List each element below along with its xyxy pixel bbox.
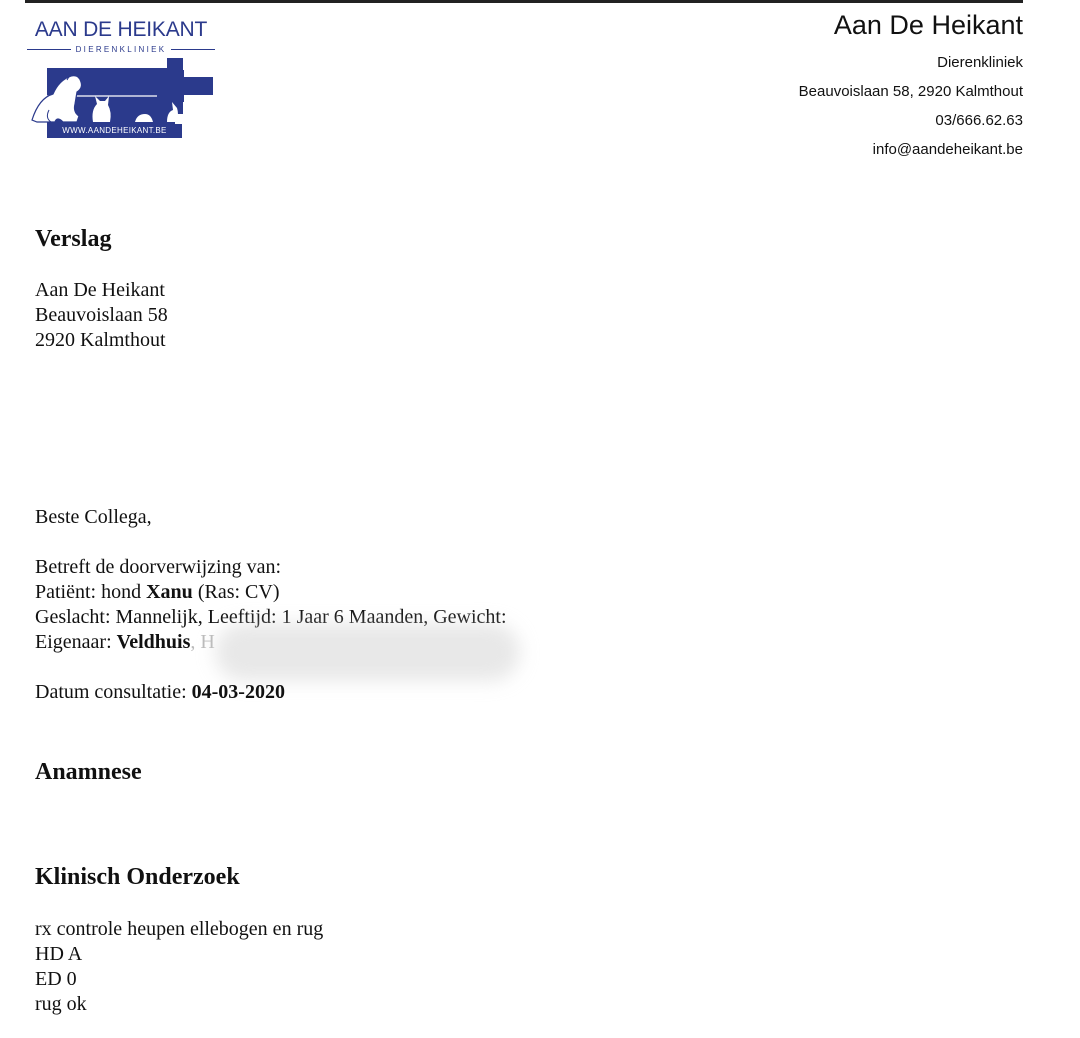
- exam-line: ED 0: [35, 968, 77, 990]
- owner-line: Eigenaar: Veldhuis, H: [35, 631, 215, 653]
- clinic-type: Dierenkliniek: [937, 54, 1023, 71]
- owner-name: Veldhuis: [116, 631, 191, 653]
- top-rule: [25, 0, 1023, 3]
- clinic-logo: [27, 18, 217, 143]
- clinic-header: [799, 8, 1023, 164]
- clinic-name: Aan De Heikant: [833, 10, 1023, 40]
- date-value: 04-03-2020: [191, 681, 285, 703]
- clinic-email: info@aandeheikant.be: [872, 141, 1023, 158]
- clinic-address: Beauvoislaan 58, 2920 Kalmthout: [798, 83, 1023, 100]
- referral-intro: Betreft de doorverwijzing van:: [35, 556, 282, 578]
- logo-subtitle: DIERENKLINIEK: [27, 43, 215, 55]
- recipient-city: 2920 Kalmthout: [35, 329, 166, 351]
- anamnese-heading: Anamnese: [35, 759, 142, 785]
- recipient-name: Aan De Heikant: [35, 279, 165, 301]
- exam-heading: Klinisch Onderzoek: [35, 864, 240, 890]
- patient-name: Xanu: [146, 581, 193, 603]
- patient-line: Patiënt: hond Xanu (Ras: CV): [35, 581, 280, 603]
- report-title: Verslag: [35, 226, 112, 252]
- greeting: Beste Collega,: [35, 506, 152, 528]
- redacted-blur: [215, 623, 520, 681]
- clinic-phone: 03/666.62.63: [935, 112, 1023, 129]
- logo-url: WWW.AANDEHEIKANT.BE: [47, 124, 182, 138]
- patient-details: Geslacht: Mannelijk, Leeftijd: 1 Jaar 6 Maanden, Gewicht:: [35, 606, 507, 628]
- consultation-date: Datum consultatie: 04-03-2020: [35, 681, 285, 703]
- logo-title: AAN DE HEIKANT: [34, 18, 208, 41]
- recipient-street: Beauvoislaan 58: [35, 304, 168, 326]
- exam-line: rug ok: [35, 993, 87, 1015]
- exam-line: rx controle heupen ellebogen en rug: [35, 918, 324, 940]
- exam-line: HD A: [35, 943, 83, 965]
